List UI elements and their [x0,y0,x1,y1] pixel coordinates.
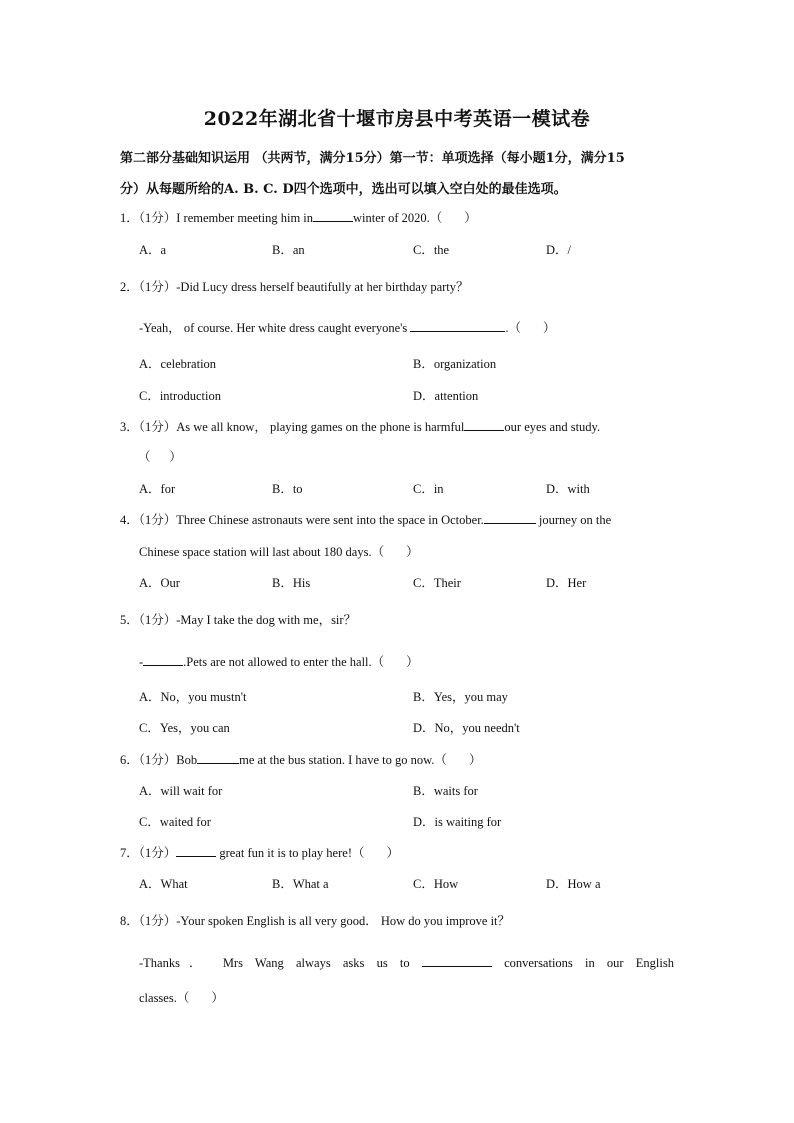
q8-line3-text: classes.（ [139,991,190,1005]
q5-paren-close: ） [406,655,419,669]
q7-stem-suffix: great fun it is to play here!（ [219,846,365,860]
section-instructions-line2: 分）从每题所给的A. B. C. D四个选项中，选出可以填入空白处的最佳选项。 [120,182,567,197]
q7-blank [176,844,216,857]
q1-option-c[interactable]: C．the [413,243,450,257]
q6-option-b[interactable]: B．waits for [413,784,478,798]
q4-stem-suffix: journey on the [538,513,612,527]
q8-reply-suffix: conversations in our English [504,956,674,970]
q4-stem-prefix: 4．（1分）Three Chinese astronauts were sent into the space in October. [120,513,484,527]
exam-title: 2022年湖北省十堰市房县中考英语一模试卷 [203,108,591,130]
q6-paren-close: ） [468,753,482,767]
q3-option-b[interactable]: B．to [272,482,303,496]
question-8-stem: 8．（1分）-Your spoken English is all very good． How do you improve it？ [120,914,511,928]
q4-option-c[interactable]: C．Their [413,576,461,590]
q7-stem-prefix: 7．（1分） [120,846,177,860]
q2-paren-close: ） [543,321,556,335]
q6-blank [197,751,239,764]
question-6 [120,750,481,768]
q2-option-a[interactable]: A．celebration [139,357,217,371]
question-5-reply [139,652,419,670]
q4-blank [484,511,536,524]
q3-answer-paren: （ ） [138,450,182,464]
question-2-stem: 2．（1分）-Did Lucy dress herself beautifully at her birthday party？ [120,280,469,294]
q3-option-d[interactable]: D．with [546,482,590,496]
question-4 [120,510,611,528]
q5-option-c[interactable]: C．Yes，you can [139,721,230,735]
q7-option-b[interactable]: B．What a [272,877,329,891]
q8-paren-close: ） [211,991,224,1005]
q5-reply-suffix: .Pets are not allowed to enter the hall.（ [183,655,385,669]
q7-paren-close: ） [386,846,399,860]
question-5-stem: 5．（1分）-May I take the dog with me，sir？ [120,613,357,627]
q3-option-a[interactable]: A．for [139,482,176,496]
section-instructions-line1: 第二部分基础知识运用 （共两节，满分15分）第一节：单项选择（每小题1分，满分15 [120,151,625,166]
q1-option-b[interactable]: B．an [272,243,305,257]
q2-reply-prefix: -Yeah， of course. Her white dress caught everyone's [139,321,408,335]
question-8-reply [139,953,674,971]
question-7 [120,843,399,861]
q3-stem-suffix: our eyes and study. [504,420,601,434]
q2-option-c[interactable]: C．introduction [139,389,221,403]
q1-paren-close: ） [464,211,477,225]
q4-paren-close: ） [406,545,419,559]
q3-stem-prefix: 3．（1分）As we all know， playing games on the phone is harmful [120,420,465,434]
question-3 [120,417,600,435]
q6-option-d[interactable]: D．is waiting for [413,815,502,829]
question-2-reply [139,318,556,336]
q7-option-a[interactable]: A．What [139,877,188,891]
q7-option-d[interactable]: D．How a [546,877,601,891]
q2-option-b[interactable]: B．organization [413,357,497,371]
q5-option-b[interactable]: B．Yes，you may [413,690,508,704]
q6-option-a[interactable]: A．will wait for [139,784,223,798]
question-4-line2 [139,542,419,560]
q4-line2-text: Chinese space station will last about 180 days.（ [139,545,385,559]
q2-option-d[interactable]: D．attention [413,389,479,403]
q5-option-a[interactable]: A．No，you mustn't [139,690,247,704]
q4-option-b[interactable]: B．His [272,576,311,590]
q3-blank [464,418,504,431]
q5-reply-prefix: - [139,655,144,669]
q6-stem-prefix: 6．（1分）Bob [120,753,198,767]
q7-option-c[interactable]: C．How [413,877,459,891]
q1-stem-prefix: 1．（1分）I remember meeting him in [120,211,314,225]
q1-option-d[interactable]: D．/ [546,243,572,257]
q1-blank [313,209,353,222]
q4-option-a[interactable]: A．Our [139,576,180,590]
q1-option-a[interactable]: A．a [139,243,167,257]
q8-blank [422,954,492,967]
q5-blank [143,653,183,666]
question-8-line3 [139,988,224,1006]
q2-reply-suffix: .（ [505,321,522,335]
q5-option-d[interactable]: D．No，you needn't [413,721,520,735]
q1-stem-suffix: winter of 2020.（ [353,211,443,225]
question-1 [120,208,477,226]
q2-blank [410,319,505,332]
q6-stem-suffix: me at the bus station. I have to go now.（ [239,753,447,767]
q6-option-c[interactable]: C．waited for [139,815,211,829]
q3-option-c[interactable]: C．in [413,482,444,496]
q4-option-d[interactable]: D．Her [546,576,587,590]
q8-reply-prefix: -Thanks． Mrs Wang always asks us to [139,956,410,970]
